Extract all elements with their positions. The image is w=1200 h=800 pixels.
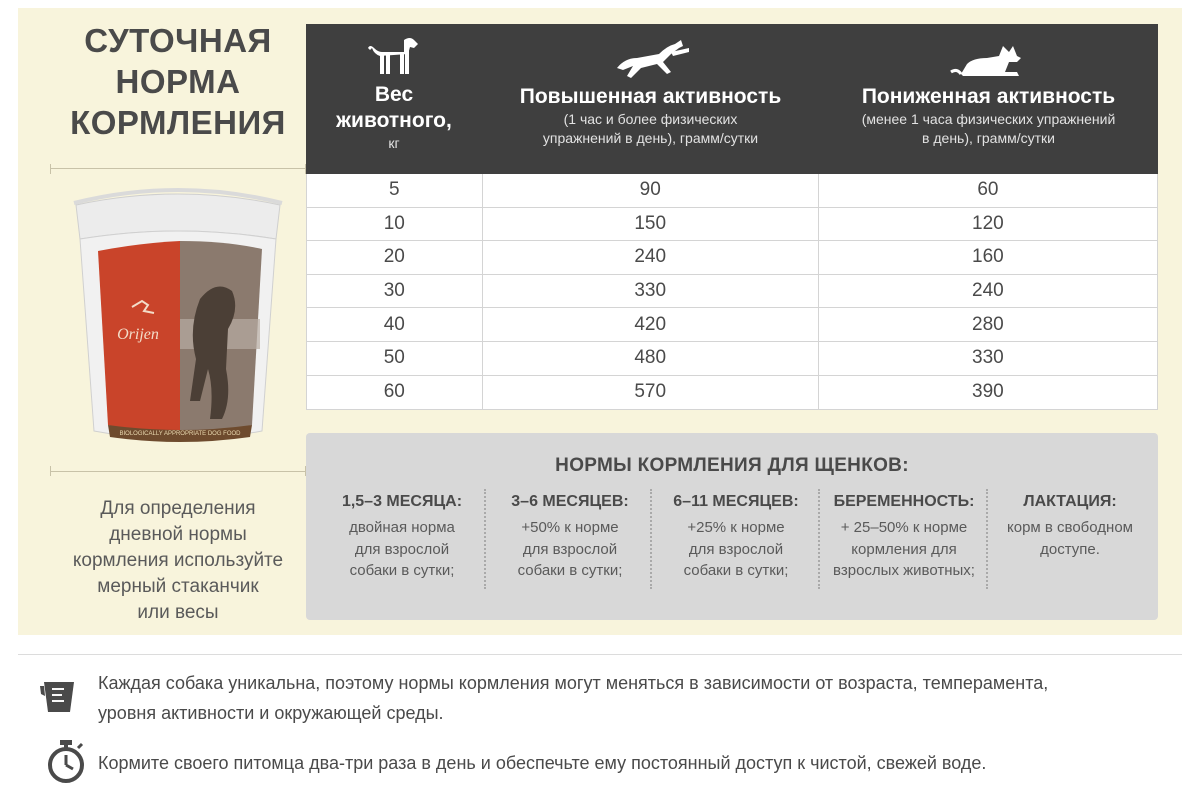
caption-line: или весы: [137, 602, 219, 623]
top-panel: [18, 8, 1182, 635]
caption-line: кормления используйте: [72, 550, 284, 571]
puppies-divider: [818, 489, 820, 589]
note-line: Каждая собака уникальна, поэтому нормы кормления могут меняться в зависимости от возраста, темперамента,: [98, 673, 1049, 693]
low-activity-cell: 120: [972, 212, 1004, 234]
table-row: [307, 241, 1157, 275]
weight-cell: 40: [307, 308, 483, 341]
title-line: КОРМЛЕНИЯ: [70, 104, 286, 141]
caption-line: мерный стаканчик: [97, 576, 259, 597]
table-row: [307, 275, 1157, 309]
weight-cell: 60: [307, 376, 483, 410]
high-activity-cell: 330: [483, 275, 819, 308]
page-title: [38, 20, 318, 143]
puppies-column-text: собаки в сутки;: [349, 562, 455, 579]
puppies-column-text: собаки в сутки;: [683, 562, 789, 579]
note-feeding-frequency: [98, 748, 1168, 778]
title-line: СУТОЧНАЯ: [84, 22, 272, 59]
title-line: НОРМА: [115, 63, 241, 100]
table-row: [307, 308, 1157, 342]
standing-dog-icon: [364, 34, 424, 82]
puppies-column-text: для взрослой: [354, 540, 450, 558]
high-activity-cell: 480: [483, 342, 819, 375]
table-body: [306, 174, 1158, 410]
table-row: [307, 342, 1157, 376]
caption-line: дневной нормы: [109, 524, 247, 545]
puppies-column: [824, 491, 984, 582]
puppies-column-heading: 1,5–3 МЕСЯЦА:: [341, 493, 463, 510]
puppies-column-text: для взрослой: [688, 540, 784, 558]
food-container-image: [50, 169, 306, 473]
puppies-column-text: двойная норма: [349, 519, 455, 536]
puppies-divider: [986, 489, 988, 589]
header-weight-unit: кг: [388, 135, 400, 151]
caption: [48, 496, 308, 626]
low-activity-cell: 60: [977, 179, 999, 201]
header-weight: [306, 24, 482, 174]
table-header: [306, 24, 1158, 174]
lying-dog-icon: [947, 36, 1031, 84]
puppies-column-text: +50% к норме: [521, 519, 619, 536]
high-activity-cell: 90: [483, 174, 819, 207]
puppies-column-text: взрослых животных;: [833, 562, 975, 579]
header-weight-line1: Вес: [374, 83, 414, 106]
puppies-column: [656, 491, 816, 582]
stopwatch-icon: [44, 738, 88, 784]
header-high-activity: [482, 24, 819, 174]
puppies-column-heading: 6–11 МЕСЯЦЕВ:: [673, 493, 799, 510]
divider: [18, 654, 1182, 655]
puppies-box: [306, 433, 1158, 620]
puppies-column-text: корм в свободном: [1007, 519, 1133, 536]
brand-logo-text: Orijen: [117, 326, 159, 343]
table-row: [307, 208, 1157, 242]
puppies-column-heading: 3–6 МЕСЯЦЕВ:: [511, 493, 629, 510]
puppies-column-heading: ЛАКТАЦИЯ:: [1023, 493, 1117, 510]
low-activity-cell: 240: [972, 280, 1004, 302]
puppies-column-text: доступе.: [1040, 540, 1100, 558]
high-activity-cell: 150: [483, 208, 819, 241]
weight-cell: 20: [307, 241, 483, 274]
header-low-sub: (менее 1 часа физических упражнений: [861, 111, 1116, 127]
weight-cell: 5: [307, 174, 483, 207]
running-dog-icon: [609, 36, 693, 84]
weight-cell: 10: [307, 208, 483, 241]
header-high-sub: (1 час и более физических: [563, 111, 738, 127]
puppies-divider: [650, 489, 652, 589]
note-line: Кормите своего питомца два-три раза в день и обеспечьте ему постоянный доступ к чистой, свежей воде.: [98, 753, 987, 773]
low-activity-cell: 280: [972, 313, 1004, 335]
puppies-column: [992, 491, 1148, 560]
puppies-column-text: собаки в сутки;: [517, 562, 623, 579]
puppies-title: НОРМЫ КОРМЛЕНИЯ ДЛЯ ЩЕНКОВ:: [555, 455, 909, 476]
puppies-column-heading: БЕРЕМЕННОСТЬ:: [833, 493, 975, 510]
header-high-title: Повышенная активность: [519, 85, 782, 108]
low-activity-cell: 330: [972, 347, 1004, 369]
note-line: уровня активности и окружающей среды.: [98, 703, 444, 723]
puppies-column-text: кормления для: [851, 540, 957, 558]
puppies-column: [322, 491, 482, 582]
measuring-cup-icon: [38, 676, 82, 716]
note-uniqueness: [98, 668, 1168, 728]
high-activity-cell: 420: [483, 308, 819, 341]
header-weight-line2: животного,: [336, 109, 452, 132]
puppies-column-text: +25% к норме: [687, 519, 785, 536]
table-row: [307, 174, 1157, 208]
high-activity-cell: 240: [483, 241, 819, 274]
table-row: [307, 376, 1157, 410]
puppies-column-text: для взрослой: [522, 540, 618, 558]
header-high-sub: упражнений в день), грамм/сутки: [542, 130, 759, 146]
feeding-table: [306, 24, 1158, 410]
header-low-activity: [819, 24, 1158, 174]
header-low-sub: в день), грамм/сутки: [922, 130, 1055, 146]
weight-cell: 30: [307, 275, 483, 308]
caption-line: Для определения: [100, 498, 256, 519]
low-activity-cell: 160: [972, 246, 1004, 268]
puppies-column: [490, 491, 650, 582]
label-strip-text: BIOLOGICALLY APPROPRIATE DOG FOOD: [119, 431, 241, 437]
low-activity-cell: 390: [972, 381, 1004, 403]
puppies-divider: [484, 489, 486, 589]
product-photo-frame: [50, 168, 306, 472]
header-low-title: Пониженная активность: [861, 85, 1116, 108]
high-activity-cell: 570: [483, 376, 819, 410]
puppies-column-text: + 25–50% к норме: [840, 519, 968, 536]
weight-cell: 50: [307, 342, 483, 375]
